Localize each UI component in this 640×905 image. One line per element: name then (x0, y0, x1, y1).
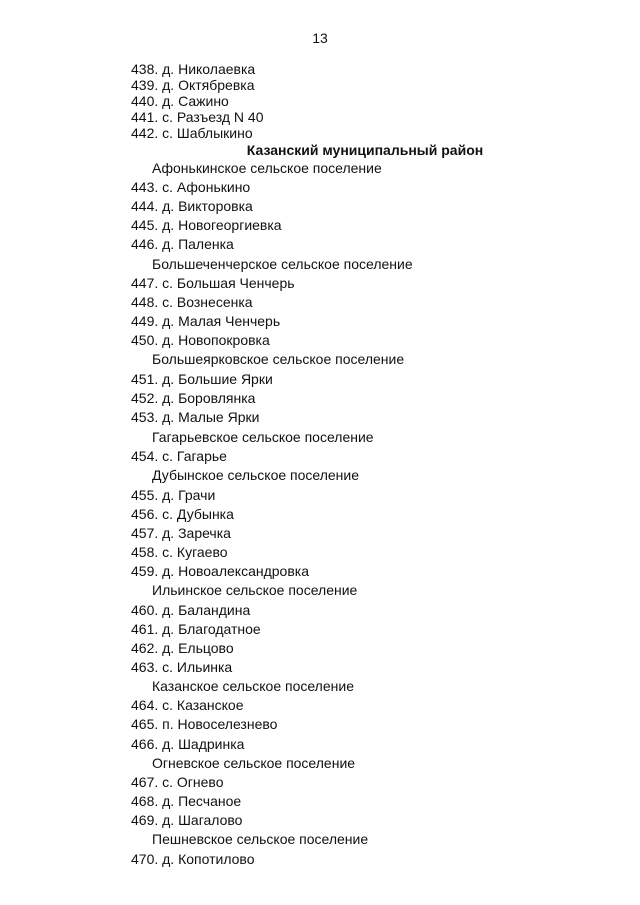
list-item: 444. д. Викторовка (131, 198, 253, 214)
list-item: 455. д. Грачи (131, 487, 216, 503)
list-item: 469. д. Шагалово (131, 812, 243, 828)
list-item: 460. д. Баландина (131, 602, 251, 618)
list-item: 448. с. Вознесенка (131, 294, 253, 310)
settlement-heading: Афонькинское сельское поселение (152, 160, 382, 176)
list-item: 450. д. Новопокровка (131, 332, 270, 348)
list-item: 453. д. Малые Ярки (131, 409, 260, 425)
list-item: 442. с. Шаблыкино (131, 125, 253, 141)
list-item: 449. д. Малая Ченчерь (131, 313, 281, 329)
settlement-heading: Казанское сельское поселение (152, 678, 354, 694)
list-item: 438. д. Николаевка (131, 61, 256, 77)
list-item: 446. д. Паленка (131, 236, 234, 252)
list-item: 443. с. Афонькино (131, 179, 251, 195)
list-item: 447. с. Большая Ченчерь (131, 275, 295, 291)
settlement-heading: Гагарьевское сельское поселение (152, 429, 374, 445)
list-item: 467. с. Огнево (131, 774, 224, 790)
list-item: 468. д. Песчаное (131, 793, 242, 809)
list-item: 463. с. Ильинка (131, 659, 233, 675)
list-item: 439. д. Октябревка (131, 77, 255, 93)
list-item: 452. д. Боровлянка (131, 390, 256, 406)
list-item: 440. д. Сажино (131, 93, 229, 109)
page-number: 13 (312, 30, 328, 46)
settlement-heading: Дубынское сельское поселение (152, 467, 360, 483)
settlement-heading: Большеярковское сельское поселение (152, 351, 405, 367)
list-item: 451. д. Большие Ярки (131, 371, 273, 387)
settlement-heading: Пешневское сельское поселение (152, 831, 369, 847)
list-item: 459. д. Новоалександровка (131, 563, 309, 579)
list-item: 445. д. Новогеоргиевка (131, 217, 282, 233)
settlement-heading: Ильинское сельское поселение (152, 582, 358, 598)
list-item: 461. д. Благодатное (131, 621, 261, 637)
list-item: 466. д. Шадринка (131, 736, 245, 752)
settlement-heading: Огневское сельское поселение (152, 755, 356, 771)
list-item: 464. с. Казанское (131, 697, 244, 713)
list-item: 457. д. Заречка (131, 525, 231, 541)
list-item: 441. с. Разъезд N 40 (131, 109, 264, 125)
list-item: 470. д. Копотилово (131, 851, 255, 867)
list-item: 462. д. Ельцово (131, 640, 234, 656)
district-heading: Казанский муниципальный район (246, 142, 484, 158)
list-item: 454. с. Гагарье (131, 448, 227, 464)
list-item: 465. п. Новоселезнево (131, 716, 278, 732)
list-item: 458. с. Кугаево (131, 544, 228, 560)
list-item: 456. с. Дубынка (131, 506, 234, 522)
settlement-heading: Большеченчерское сельское поселение (152, 256, 413, 272)
